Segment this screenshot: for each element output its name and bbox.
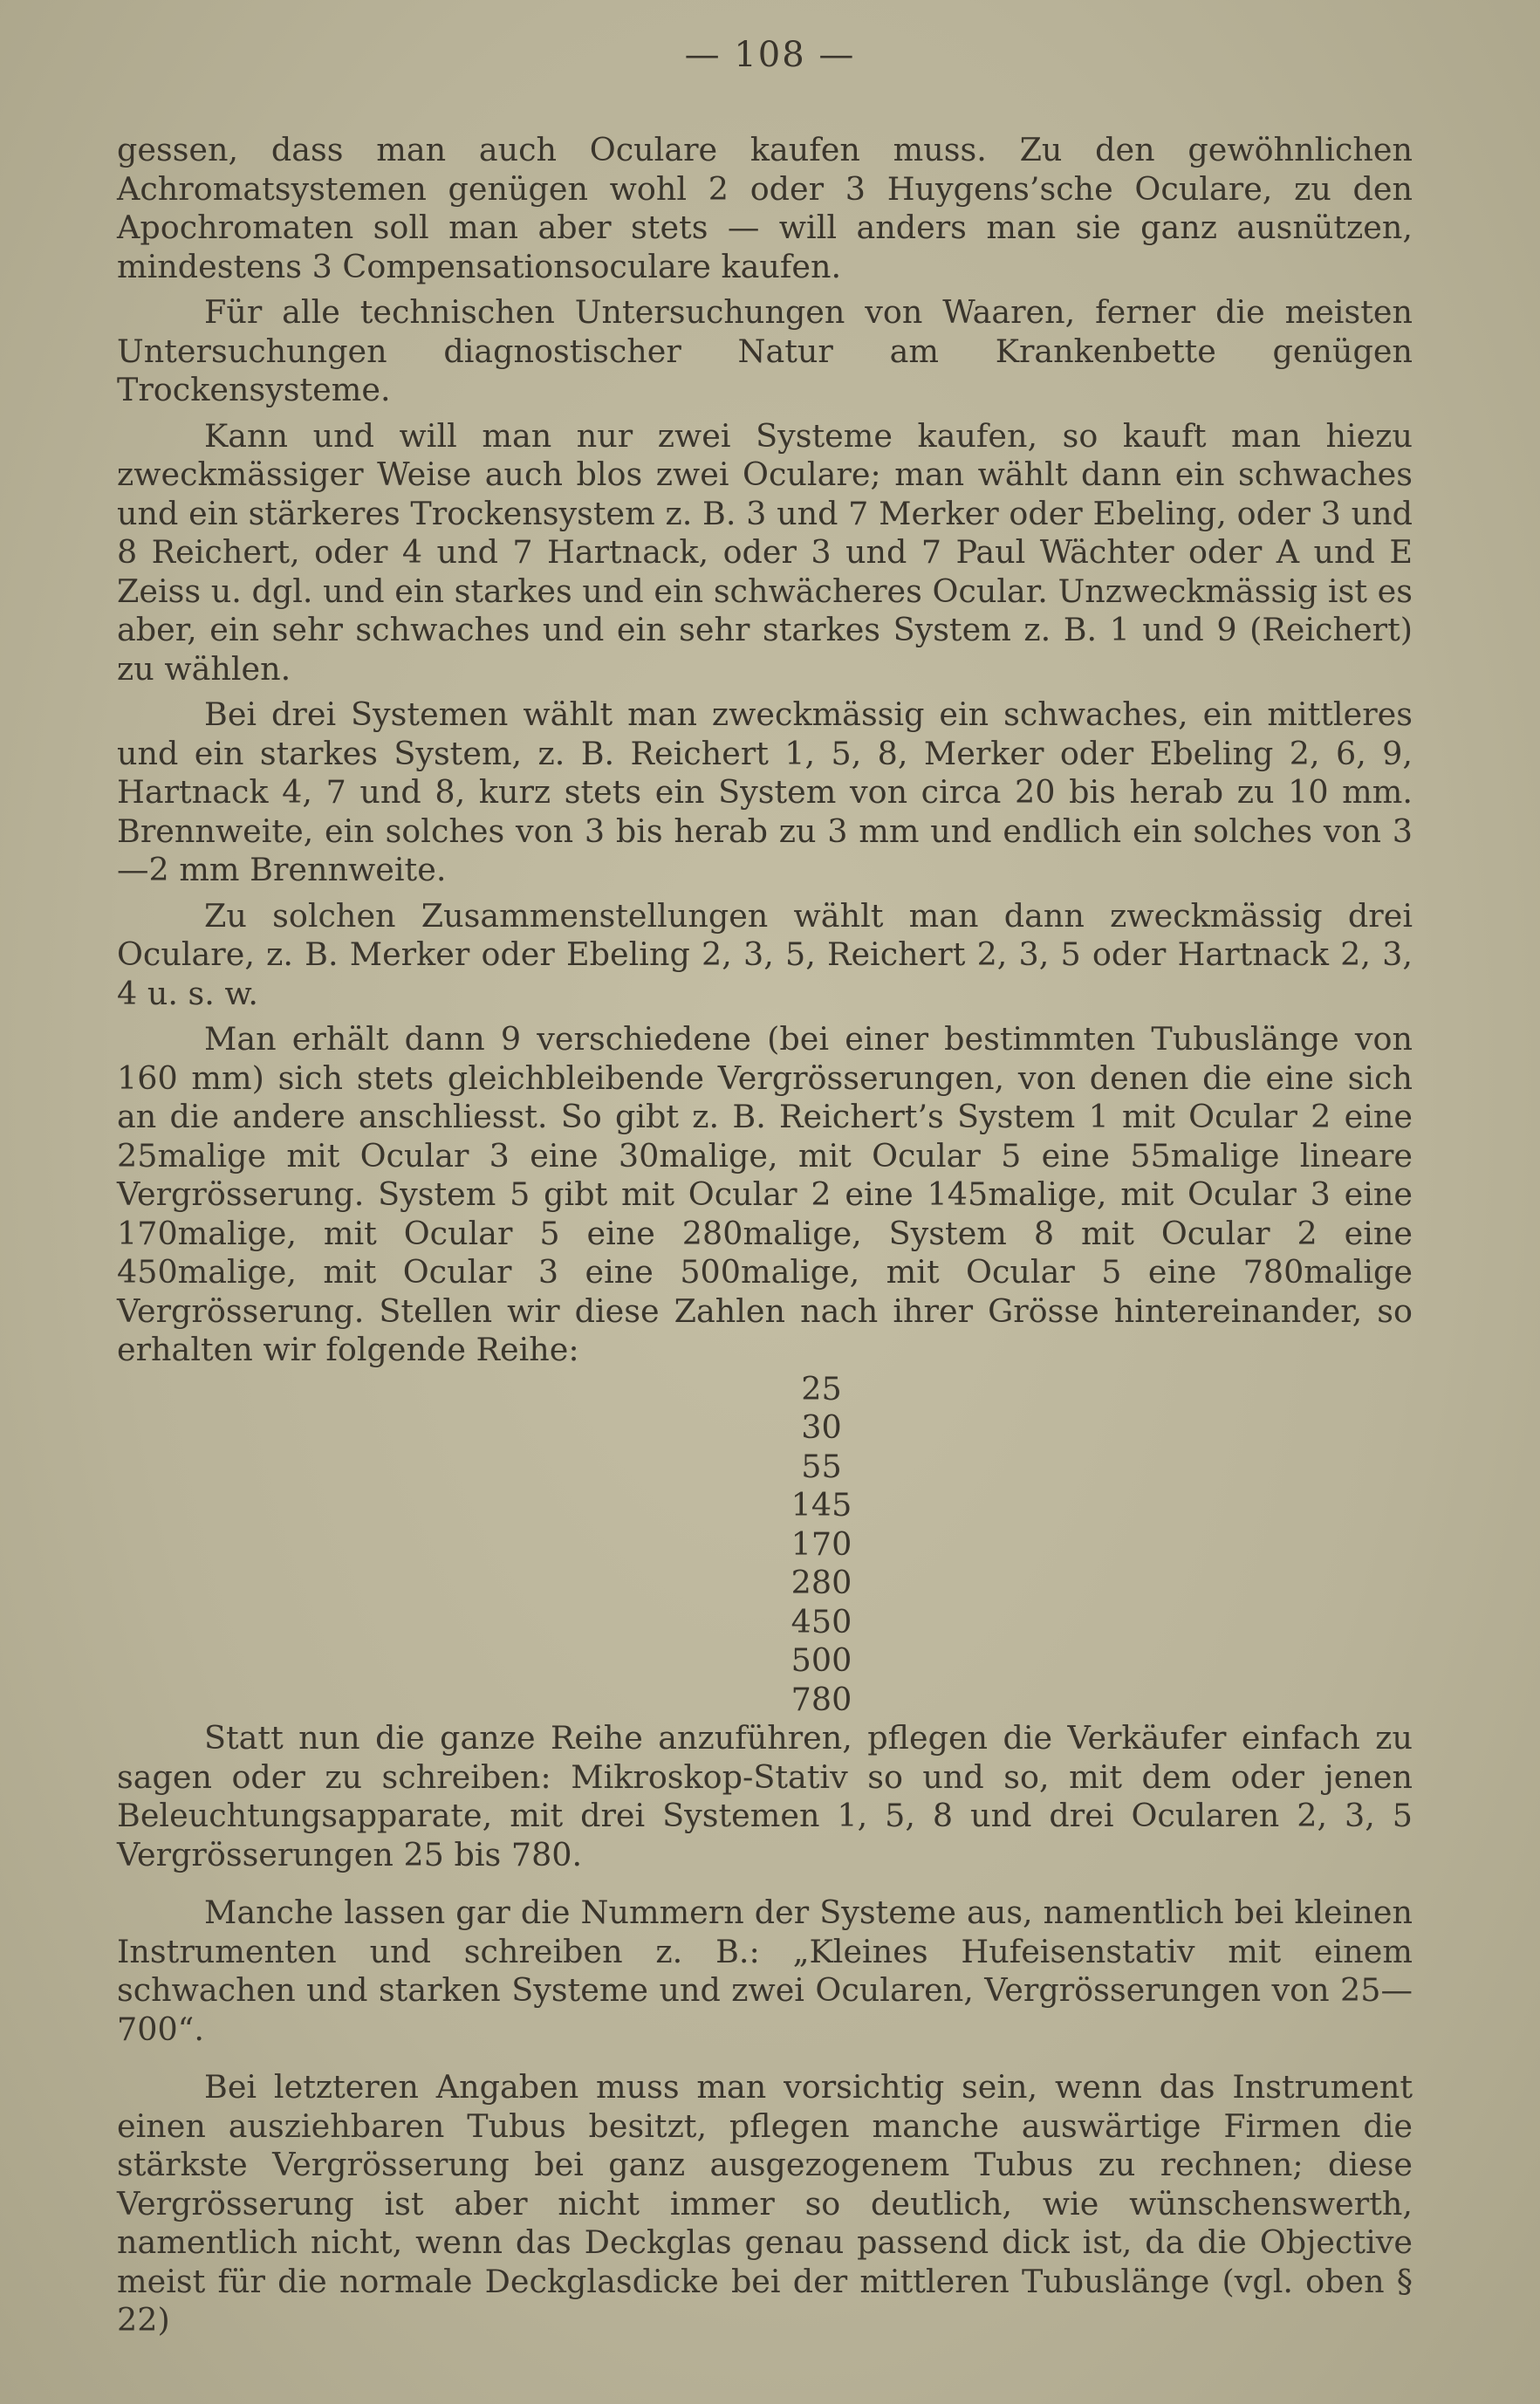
series-value: 500 (791, 1641, 852, 1679)
paragraph-4: Bei drei Systemen wählt man zweckmässig ein schwaches, ein mittleres und ein starkes System, z. B. Reichert 1, 5, 8, Merker oder Ebeling 2, 6, 9, Hartnack 4, 7 und 8, kurz stets ein System von circa 20 bis herab zu 10 mm. Brennweite, ein solches von 3 bis herab zu 3 mm und endlich ein solches von 3—2 mm Brennweite. (117, 695, 1413, 888)
paragraph-3: Kann und will man nur zwei Systeme kaufen, so kauft man hiezu zweckmässiger Weise auch blos zwei Oculare; man wählt dann ein schwaches und ein stärkeres Trockensystem z. B. 3 und 7 Merker oder Ebeling, oder 3 und 8 Reichert, oder 4 und 7 Hartnack, oder 3 und 7 Paul Wächter oder A und E Zeiss u. dgl. und ein starkes und ein schwächeres Ocular. Unzweckmässig ist es aber, ein sehr schwaches und ein sehr starkes System z. B. 1 und 9 (Reichert) zu wählen. (117, 416, 1413, 688)
body-text (117, 131, 1413, 2340)
paragraph-6: Man erhält dann 9 verschiedene (bei einer bestimmten Tubuslänge von 160 mm) sich stets gleichbleibende Vergrösserungen, von denen die eine sich an die andere anschliesst. So gibt z. B. Reichert’s System 1 mit Ocular 2 eine 25malige mit Ocular 3 eine 30malige, mit Ocular 5 eine 55malige lineare Vergrösserung. System 5 gibt mit Ocular 2 eine 145malige, mit Ocular 3 eine 170malige, mit Ocular 5 eine 280malige, System 8 mit Ocular 2 eine 450malige, mit Ocular 3 eine 500malige, mit Ocular 5 eine 780malige Vergrösserung. Stellen wir diese Zahlen nach ihrer Grösse hintereinander, so erhalten wir folgende Reihe: (117, 1020, 1413, 1368)
series-value: 145 (791, 1486, 852, 1524)
paragraph-2: Für alle technischen Untersuchungen von Waaren, ferner die meisten Untersuchungen diagnostischer Natur am Krankenbette genügen Trockensysteme. (117, 293, 1413, 408)
series-value: 450 (791, 1602, 852, 1640)
series-value: 780 (791, 1680, 852, 1718)
page-number: — 108 — (684, 35, 856, 75)
paragraph-9: Bei letzteren Angaben muss man vorsichtig sein, wenn das Instrument einen ausziehbaren Tubus besitzt, pflegen manche auswärtige Firmen die stärkste Vergrösserung bei ganz ausgezogenem Tubus zu rechnen; diese Vergrösserung ist aber nicht immer so deutlich, wie wünschenswerth, namentlich nicht, wenn das Deckglas genau passend dick ist, da die Objective meist für die normale Deckglasdicke bei der mittleren Tubuslänge (vgl. oben § 22) (117, 2068, 1413, 2339)
magnification-series (117, 1370, 1413, 1720)
series-value: 170 (791, 1524, 852, 1563)
paragraph-7: Statt nun die ganze Reihe anzuführen, pflegen die Verkäufer einfach zu sagen oder zu schreiben: Mikroskop-Stativ so und so, mit dem oder jenen Beleuchtungsapparate, mit drei Systemen 1, 5, 8 und drei Ocularen 2, 3, 5 Vergrösserungen 25 bis 780. (117, 1719, 1413, 1873)
paragraph-5: Zu solchen Zusammenstellungen wählt man dann zweckmässig drei Oculare, z. B. Merker oder Ebeling 2, 3, 5, Reichert 2, 3, 5 oder Hartnack 2, 3, 4 u. s. w. (117, 896, 1413, 1012)
paragraph-8: Manche lassen gar die Nummern der Systeme aus, namentlich bei kleinen Instrumenten und schreiben z. B.: „Kleines Hufeisenstativ mit einem schwachen und starken Systeme und zwei Ocularen, Vergrösserungen von 25—700“. (117, 1894, 1413, 2048)
paragraph-1: gessen, dass man auch Oculare kaufen muss. Zu den gewöhnlichen Achromatsystemen genügen wohl 2 oder 3 Huygens’sche Oculare, zu den Apochromaten soll man aber stets — will anders man sie ganz ausnützen, mindestens 3 Compensationsoculare kaufen. (117, 131, 1413, 285)
series-value: 30 (801, 1408, 842, 1446)
series-value: 25 (801, 1369, 842, 1407)
series-value: 280 (791, 1564, 852, 1601)
series-value: 55 (801, 1447, 842, 1485)
